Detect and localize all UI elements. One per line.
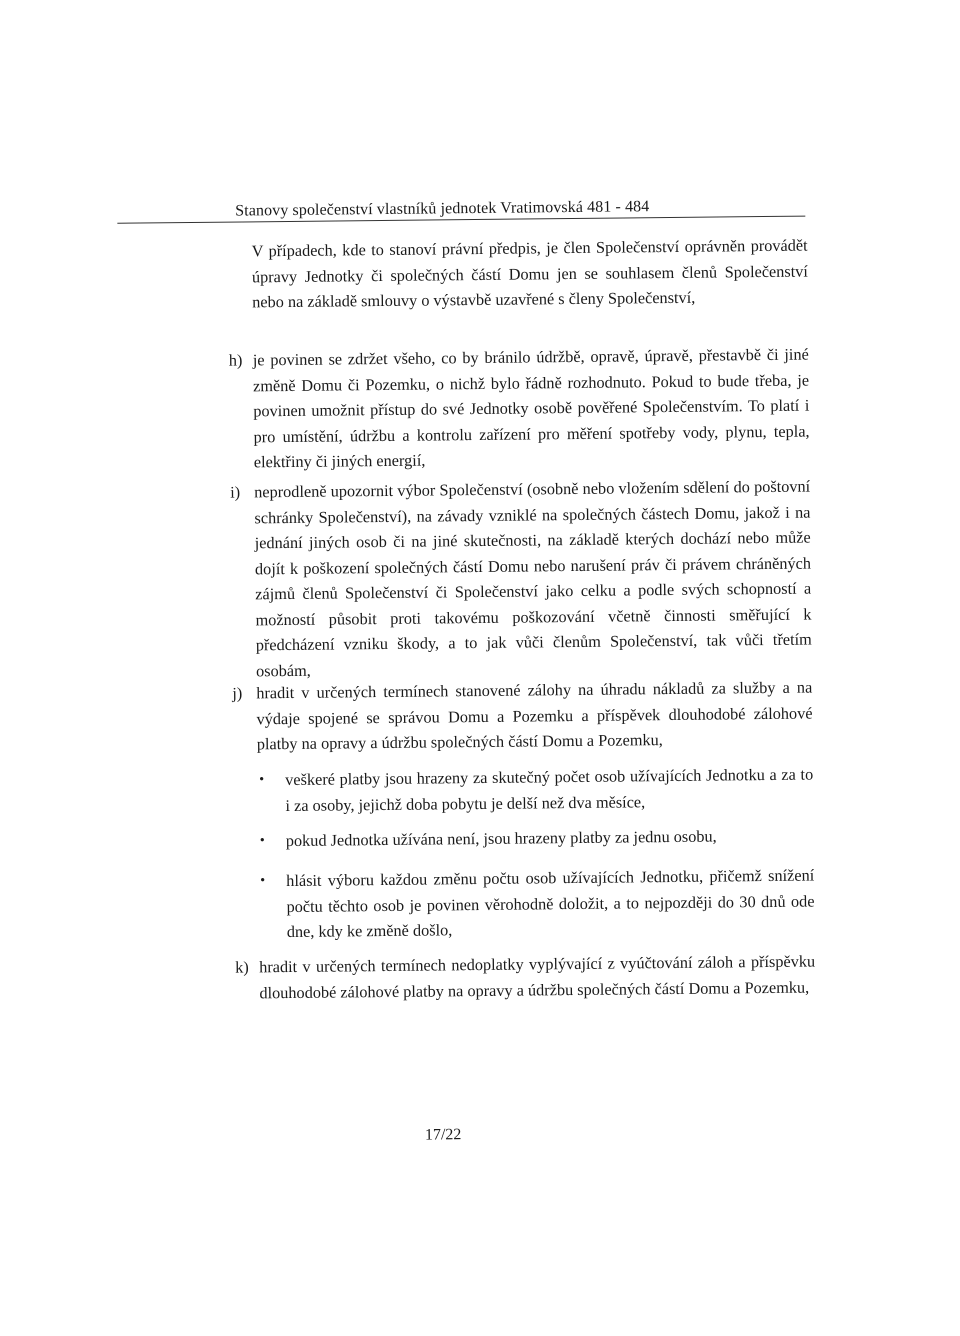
- item-h-letter: h): [228, 350, 243, 370]
- bullet-2-text: pokud Jednotka užívána není, jsou hrazeny platby za jednu osobu,: [285, 826, 717, 851]
- item-i-letter: i): [230, 482, 241, 502]
- item-i-text: neprodleně upozornit výbor Společenství (osobně nebo vložením sdělení do poštovní schránky Společenství), na závady vzniklé na společných částech Domu, jakož i na jednání jiných osob či na jiné skutečnosti, na základě kterých dochází nebo může dojít k poškození společných částí Domu nebo narušení práv či právem chráněných zájmů členů Společenství či Společenství jako celku a podle svých schopností a možností působit proti takovému poškozování včetně činnosti směřující k předcházení vzniku škody, a to jak vůči členům Společenství, tak vůči třetím osobám,: [254, 476, 812, 680]
- bullet-1-symbol: •: [259, 772, 265, 788]
- item-k-text: hradit v určených termínech nedoplatky vyplývající z vyúčtování záloh a příspěvku dlouhodobé zálohové platby na opravy a údržbu společných částí Domu a Pozemku,: [259, 951, 816, 1002]
- bullet-3-symbol: •: [260, 873, 266, 889]
- bullet-1-text: veškeré platby jsou hrazeny za skutečný počet osob užívajících Jednotku a za to i za osoby, jejichž doba pobytu je delší než dva měsíce,: [285, 764, 814, 815]
- bullet-3-text: hlásit výboru každou změnu počtu osob užívajících Jednotku, přičemž snížení počtu těchto osob je povinen věrohodně doložit, a to nejpozději do 30 dnů ode dne, kdy ke změně došlo,: [286, 865, 815, 942]
- page-header: Stanovy společenství vlastníků jednotek Vratimovská 481 - 484: [235, 198, 650, 220]
- item-j-text: hradit v určených termínech stanovené zálohy na úhradu nákladů za služby a na výdaje spojené se správou Domu a Pozemku a příspěvek dlouhodobé zálohové platby na opravy a údržbu společných částí Domu a Pozemku,: [256, 677, 813, 754]
- bullet-2-symbol: •: [259, 833, 265, 849]
- item-k-letter: k): [235, 957, 249, 977]
- item-h-text: je povinen se zdržet všeho, co by bránilo údržbě, opravě, úpravě, přestavbě či jiné změně Domu či Pozemku, o nichž bylo řádně rozhodnuto. Pokud to bude třeba, je povinen umožnit přístup do své Jednotky osobě pověřené Společenstvím. To platí i pro umístění, údržbu a kontrolu zařízení pro měření spotřeby vody, plynu, tepla, elektřiny či jiných energií,: [252, 344, 810, 472]
- intro-paragraph: V případech, kde to stanoví právní předpis, je člen Společenství oprávněn provádět úpravy Jednotky či společných částí Domu jen se souhlasem členů Společenství nebo na základě smlouvy o výstavbě uzavřené s členy Společenství,: [251, 235, 808, 312]
- page-number: 17/22: [424, 1126, 462, 1144]
- item-j-letter: j): [232, 683, 243, 703]
